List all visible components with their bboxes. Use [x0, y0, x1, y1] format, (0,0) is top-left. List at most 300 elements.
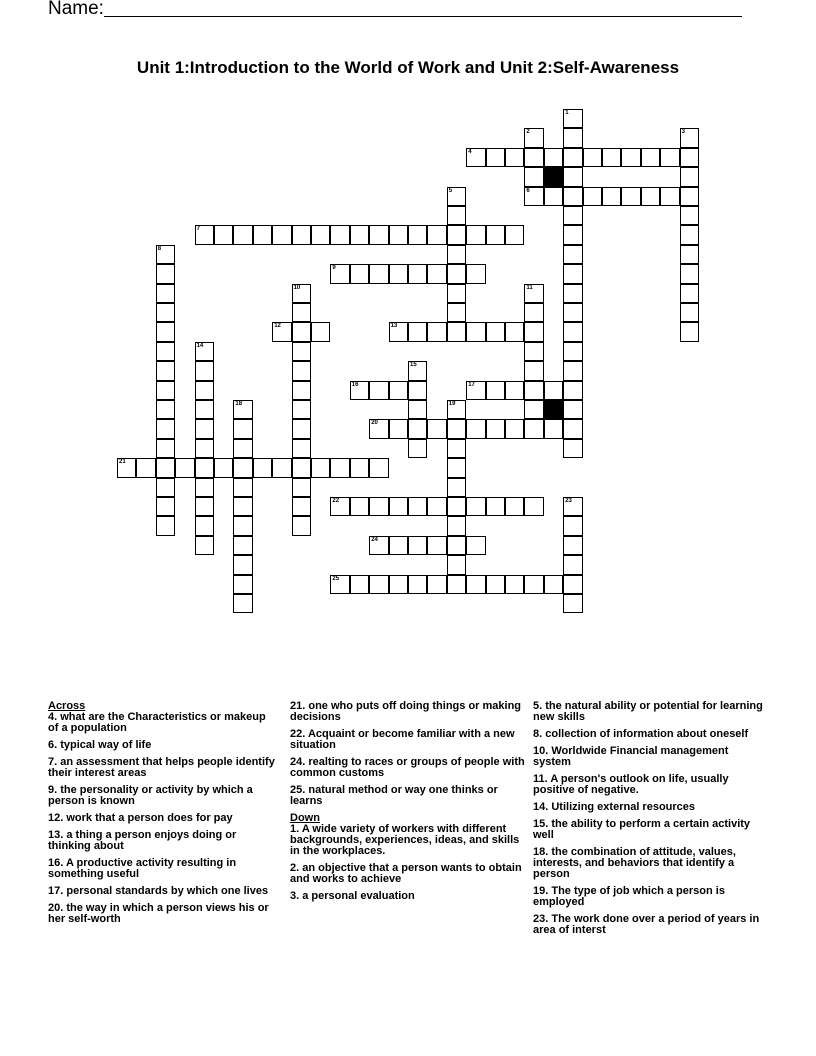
clue-number: 23	[565, 498, 572, 504]
across-heading: Across	[48, 700, 86, 712]
grid-cell[interactable]	[563, 225, 582, 244]
grid-cell[interactable]	[563, 206, 582, 225]
grid-cell[interactable]	[524, 322, 543, 341]
grid-cell[interactable]	[156, 245, 175, 264]
grid-cell[interactable]	[156, 361, 175, 380]
clue-number: 15	[410, 362, 417, 369]
clue-number: 11	[526, 284, 533, 291]
grid-cell[interactable]	[350, 381, 369, 400]
grid-cell[interactable]	[505, 575, 524, 594]
clue-item	[48, 903, 278, 925]
clue-number: 8	[157, 245, 162, 252]
grid-cell[interactable]	[505, 381, 524, 400]
clue-item	[48, 740, 278, 751]
grid-cell[interactable]	[486, 225, 505, 244]
grid-cell[interactable]	[680, 167, 699, 186]
grid-cell[interactable]	[486, 575, 505, 594]
clue-item-text: the way in which a person views his or her self-worth	[48, 902, 269, 925]
grid-cell[interactable]	[427, 575, 446, 594]
grid-cell[interactable]	[389, 322, 408, 341]
grid-cell[interactable]	[233, 400, 252, 419]
grid-cell[interactable]	[292, 478, 311, 497]
grid-cell[interactable]	[680, 128, 699, 147]
clue-item-text: a thing a person enjoys doing or thinking about	[48, 829, 237, 852]
grid-cell[interactable]	[292, 381, 311, 400]
clue-item	[48, 785, 278, 807]
grid-cell[interactable]	[524, 187, 543, 206]
clue-item	[290, 863, 526, 885]
clues-column-1	[48, 701, 278, 931]
clue-number: 9	[332, 265, 336, 272]
grid-cell[interactable]	[427, 225, 446, 244]
grid-cell[interactable]	[369, 225, 388, 244]
grid-cell[interactable]	[680, 322, 699, 341]
grid-cell[interactable]	[156, 322, 175, 341]
grid-cell[interactable]	[156, 497, 175, 516]
grid-cell[interactable]	[447, 322, 466, 341]
grid-cell[interactable]	[156, 419, 175, 438]
grid-cell[interactable]	[389, 419, 408, 438]
grid-cell[interactable]	[292, 400, 311, 419]
grid-cell[interactable]	[233, 516, 252, 535]
grid-cell[interactable]	[505, 225, 524, 244]
grid-cell[interactable]	[330, 225, 349, 244]
name-label: Name:	[48, 0, 104, 19]
grid-cell[interactable]	[486, 322, 505, 341]
down-heading: Down	[290, 812, 320, 824]
grid-cell[interactable]	[195, 516, 214, 535]
grid-cell[interactable]	[195, 497, 214, 516]
grid-cell[interactable]	[156, 478, 175, 497]
grid-cell[interactable]	[292, 342, 311, 361]
clue-item-text: A person's outlook on life, usually positive of negative.	[533, 773, 729, 796]
grid-cell[interactable]	[583, 187, 602, 206]
grid-cell[interactable]	[563, 361, 582, 380]
grid-cell[interactable]	[292, 516, 311, 535]
grid-cell[interactable]	[389, 381, 408, 400]
grid-cell[interactable]	[544, 419, 563, 438]
grid-cell[interactable]	[621, 148, 640, 167]
grid-cell[interactable]	[408, 381, 427, 400]
across-clue-list-continued	[290, 701, 526, 807]
grid-cell[interactable]	[447, 225, 466, 244]
clue-item-number: 5.	[533, 700, 543, 712]
grid-cell[interactable]	[389, 497, 408, 516]
grid-cell[interactable]	[524, 342, 543, 361]
grid-cell[interactable]	[369, 381, 388, 400]
clue-item	[48, 858, 278, 880]
grid-cell[interactable]	[680, 264, 699, 283]
grid-cell[interactable]	[524, 303, 543, 322]
grid-cell[interactable]	[447, 245, 466, 264]
grid-cell[interactable]	[563, 128, 582, 147]
clues-column-3	[533, 701, 768, 942]
grid-cell[interactable]	[195, 361, 214, 380]
grid-cell[interactable]	[136, 458, 155, 477]
grid-cell[interactable]	[466, 225, 485, 244]
grid-cell[interactable]	[214, 225, 233, 244]
grid-cell[interactable]	[563, 109, 582, 128]
clue-item	[290, 757, 526, 779]
grid-cell[interactable]	[408, 497, 427, 516]
down-clue-list-continued	[533, 701, 768, 936]
clue-number: 5	[448, 187, 453, 194]
grid-cell[interactable]	[369, 419, 388, 438]
clue-item-text: The type of job which a person is employed	[533, 885, 725, 908]
clue-item	[48, 830, 278, 852]
clue-item-text: A wide variety of workers with different backgrounds, experiences, ideas, and skills in the workplaces.	[290, 823, 520, 857]
grid-cell[interactable]	[272, 458, 291, 477]
grid-cell[interactable]	[447, 458, 466, 477]
grid-cell[interactable]	[156, 264, 175, 283]
grid-cell[interactable]	[563, 536, 582, 555]
grid-cell[interactable]	[563, 342, 582, 361]
clue-number: 13	[390, 323, 398, 330]
grid-cell[interactable]	[292, 225, 311, 244]
grid-cell[interactable]	[447, 575, 466, 594]
clue-item-text: an assessment that helps people identify their interest areas	[48, 756, 275, 779]
clue-item	[533, 847, 768, 880]
clue-item-number: 3.	[290, 890, 300, 902]
grid-cell[interactable]	[447, 264, 466, 283]
clue-item	[290, 891, 526, 902]
clue-number: 7	[196, 226, 200, 233]
grid-cell[interactable]	[466, 497, 485, 516]
grid-cell[interactable]	[156, 458, 175, 477]
grid-cell[interactable]	[563, 555, 582, 574]
clue-item	[48, 712, 278, 734]
clue-number: 25	[332, 575, 340, 582]
grid-cell[interactable]	[233, 497, 252, 516]
clue-item-number: 15.	[533, 818, 549, 830]
clue-item-number: 17.	[48, 885, 64, 897]
grid-cell[interactable]	[408, 322, 427, 341]
grid-cell[interactable]	[195, 536, 214, 555]
grid-cell[interactable]	[447, 419, 466, 438]
grid-cell[interactable]	[427, 322, 446, 341]
grid-cell[interactable]	[524, 419, 543, 438]
grid-cell[interactable]	[330, 497, 349, 516]
clues-column-2	[290, 701, 526, 908]
grid-cell[interactable]	[156, 342, 175, 361]
clue-item-text: A productive activity resulting in something useful	[48, 857, 237, 880]
clue-number: 16	[351, 381, 359, 388]
across-clue-list	[48, 712, 278, 925]
grid-cell[interactable]	[544, 187, 563, 206]
grid-cell[interactable]	[214, 458, 233, 477]
clue-number: 14	[196, 342, 204, 349]
grid-cell[interactable]	[233, 439, 252, 458]
grid-cell[interactable]	[292, 497, 311, 516]
grid-cell[interactable]	[563, 575, 582, 594]
grid-cell[interactable]	[563, 594, 582, 613]
grid-cell[interactable]	[427, 536, 446, 555]
grid-cell[interactable]	[427, 419, 446, 438]
grid-cell[interactable]	[680, 303, 699, 322]
grid-cell[interactable]	[641, 187, 660, 206]
grid-cell[interactable]	[195, 342, 214, 361]
grid-cell[interactable]	[408, 575, 427, 594]
grid-cell[interactable]	[447, 536, 466, 555]
grid-cell[interactable]	[447, 400, 466, 419]
down-clue-list	[290, 824, 526, 902]
grid-cell[interactable]	[563, 400, 582, 419]
grid-cell[interactable]	[330, 575, 349, 594]
grid-cell[interactable]	[389, 264, 408, 283]
grid-cell[interactable]	[233, 478, 252, 497]
clue-item-number: 22.	[290, 728, 306, 740]
clue-item-text: an objective that a person wants to obtain and works to achieve	[290, 862, 522, 885]
grid-cell[interactable]	[253, 458, 272, 477]
clue-item-text: the ability to perform a certain activity well	[533, 818, 751, 841]
grid-cell[interactable]	[563, 419, 582, 438]
clue-item-number: 2.	[290, 862, 300, 874]
grid-cell[interactable]	[233, 575, 252, 594]
clue-item-number: 18.	[533, 846, 549, 858]
grid-cell[interactable]	[602, 148, 621, 167]
grid-cell[interactable]	[233, 536, 252, 555]
clue-item-text: one who puts off doing things or making decisions	[290, 700, 522, 723]
grid-cell[interactable]	[330, 264, 349, 283]
grid-cell[interactable]	[563, 439, 582, 458]
grid-cell[interactable]	[466, 419, 485, 438]
grid-cell[interactable]	[466, 381, 485, 400]
grid-cell[interactable]	[350, 497, 369, 516]
grid-cell[interactable]	[544, 381, 563, 400]
grid-cell[interactable]	[233, 594, 252, 613]
grid-cell[interactable]	[544, 575, 563, 594]
grid-cell[interactable]	[156, 303, 175, 322]
grid-cell[interactable]	[563, 284, 582, 303]
clue-number: 2	[526, 129, 530, 136]
grid-cell[interactable]	[427, 264, 446, 283]
grid-cell[interactable]	[486, 419, 505, 438]
grid-cell[interactable]	[544, 148, 563, 167]
clue-item-text: realting to races or groups of people with common customs	[290, 756, 525, 779]
grid-cell[interactable]	[408, 400, 427, 419]
clue-number: 22	[332, 498, 340, 504]
grid-cell[interactable]	[563, 497, 582, 516]
grid-cell[interactable]	[389, 575, 408, 594]
grid-cell[interactable]	[156, 439, 175, 458]
grid-cell[interactable]	[447, 303, 466, 322]
grid-cell[interactable]	[350, 225, 369, 244]
grid-cell[interactable]	[466, 536, 485, 555]
grid-cell[interactable]	[563, 303, 582, 322]
clue-item-number: 1.	[290, 823, 300, 835]
grid-cell[interactable]	[563, 187, 582, 206]
grid-cell[interactable]	[621, 187, 640, 206]
grid-cell[interactable]	[195, 439, 214, 458]
grid-cell[interactable]	[408, 419, 427, 438]
grid-cell[interactable]	[253, 225, 272, 244]
grid-cell[interactable]	[389, 225, 408, 244]
grid-cell[interactable]	[369, 264, 388, 283]
clue-item-number: 21.	[290, 700, 306, 712]
grid-cell[interactable]	[292, 458, 311, 477]
grid-cell[interactable]	[524, 148, 543, 167]
clue-item-text: what are the Characteristics or makeup of a population	[48, 711, 266, 734]
clue-item-text: typical way of life	[60, 739, 152, 751]
grid-cell[interactable]	[447, 497, 466, 516]
clue-number: 24	[371, 536, 378, 543]
grid-cell[interactable]	[466, 264, 485, 283]
clue-item-number: 11.	[533, 773, 548, 785]
grid-cell[interactable]	[563, 322, 582, 341]
grid-cell[interactable]	[486, 497, 505, 516]
grid-cell[interactable]	[350, 575, 369, 594]
clue-number: 12	[274, 323, 281, 330]
grid-cell[interactable]	[680, 284, 699, 303]
clue-item	[533, 701, 768, 723]
grid-cell[interactable]	[272, 225, 291, 244]
grid-cell[interactable]	[524, 128, 543, 147]
grid-cell[interactable]	[680, 206, 699, 225]
grid-cell[interactable]	[505, 148, 524, 167]
grid-cell[interactable]	[195, 381, 214, 400]
grid-cell[interactable]	[292, 322, 311, 341]
grid-cell[interactable]	[311, 458, 330, 477]
grid-cell[interactable]	[505, 322, 524, 341]
grid-cell[interactable]	[369, 575, 388, 594]
grid-cell[interactable]	[447, 516, 466, 535]
clue-item	[533, 914, 768, 936]
clue-item-number: 9.	[48, 784, 58, 796]
grid-cell[interactable]	[583, 148, 602, 167]
grid-cell[interactable]	[408, 264, 427, 283]
grid-cell[interactable]	[505, 419, 524, 438]
clue-item	[48, 757, 278, 779]
clue-item-number: 13.	[48, 829, 64, 841]
grid-cell[interactable]	[486, 381, 505, 400]
grid-cell[interactable]	[311, 225, 330, 244]
grid-cell[interactable]	[408, 536, 427, 555]
grid-cell[interactable]	[447, 555, 466, 574]
clue-number: 10	[293, 284, 301, 291]
clue-item-number: 16.	[48, 857, 64, 869]
grid-cell[interactable]	[156, 381, 175, 400]
grid-cell[interactable]	[408, 225, 427, 244]
clue-number: 18	[235, 401, 243, 407]
grid-cell[interactable]	[195, 458, 214, 477]
grid-cell[interactable]	[292, 303, 311, 322]
grid-cell[interactable]	[680, 225, 699, 244]
page-title: Unit 1:Introduction to the World of Work and Unit 2:Self-Awareness	[136, 58, 680, 77]
grid-cell[interactable]	[680, 187, 699, 206]
grid-cell[interactable]	[680, 245, 699, 264]
grid-cell[interactable]	[175, 458, 194, 477]
grid-cell[interactable]	[524, 361, 543, 380]
grid-cell[interactable]	[233, 555, 252, 574]
grid-cell[interactable]	[524, 400, 543, 419]
grid-cell[interactable]	[389, 536, 408, 555]
grid-cell[interactable]	[524, 167, 543, 186]
clue-item-number: 24.	[290, 756, 306, 768]
grid-cell[interactable]	[292, 284, 311, 303]
grid-cell[interactable]	[505, 497, 524, 516]
clue-item-text: work that a person does for pay	[66, 812, 233, 824]
grid-cell[interactable]	[272, 322, 291, 341]
grid-cell[interactable]	[641, 148, 660, 167]
clue-item	[48, 886, 278, 897]
grid-cell[interactable]	[156, 400, 175, 419]
clue-item-text: Worldwide Financial management system	[533, 745, 729, 768]
black-cell	[544, 400, 563, 419]
grid-cell[interactable]	[524, 575, 543, 594]
clue-item	[533, 802, 768, 813]
grid-cell[interactable]	[408, 361, 427, 380]
grid-cell[interactable]	[447, 284, 466, 303]
grid-cell[interactable]	[195, 419, 214, 438]
grid-cell[interactable]	[117, 458, 136, 477]
grid-cell[interactable]	[486, 148, 505, 167]
clue-item-text: natural method or way one thinks or learns	[290, 784, 498, 807]
grid-cell[interactable]	[466, 575, 485, 594]
grid-cell[interactable]	[195, 478, 214, 497]
grid-cell[interactable]	[563, 381, 582, 400]
clue-item-number: 25.	[290, 784, 306, 796]
grid-cell[interactable]	[563, 264, 582, 283]
clue-item-number: 4.	[48, 711, 58, 723]
grid-cell[interactable]	[292, 439, 311, 458]
grid-cell[interactable]	[233, 419, 252, 438]
grid-cell[interactable]	[660, 187, 679, 206]
grid-cell[interactable]	[447, 187, 466, 206]
grid-cell[interactable]	[466, 148, 485, 167]
grid-cell[interactable]	[292, 419, 311, 438]
grid-cell[interactable]	[311, 322, 330, 341]
grid-cell[interactable]	[563, 167, 582, 186]
grid-cell[interactable]	[408, 439, 427, 458]
clue-item-number: 23.	[533, 913, 549, 925]
grid-cell[interactable]	[524, 381, 543, 400]
grid-cell[interactable]	[369, 536, 388, 555]
grid-cell[interactable]	[447, 206, 466, 225]
clue-number: 19	[448, 401, 456, 407]
grid-cell[interactable]	[195, 400, 214, 419]
grid-cell[interactable]	[233, 225, 252, 244]
grid-cell[interactable]	[447, 478, 466, 497]
grid-cell[interactable]	[447, 439, 466, 458]
grid-cell[interactable]	[233, 458, 252, 477]
grid-cell[interactable]	[330, 458, 349, 477]
grid-cell[interactable]	[660, 148, 679, 167]
grid-cell[interactable]	[563, 245, 582, 264]
grid-cell[interactable]	[369, 497, 388, 516]
clue-item-number: 7.	[48, 756, 58, 768]
grid-cell[interactable]	[350, 458, 369, 477]
grid-cell[interactable]	[563, 148, 582, 167]
grid-cell[interactable]	[563, 516, 582, 535]
clue-item	[48, 813, 278, 824]
grid-cell[interactable]	[524, 284, 543, 303]
grid-cell[interactable]	[466, 322, 485, 341]
grid-cell[interactable]	[524, 497, 543, 516]
grid-cell[interactable]	[156, 516, 175, 535]
black-cell	[544, 167, 563, 186]
clue-item-text: Utilizing external resources	[551, 801, 696, 813]
grid-cell[interactable]	[602, 187, 621, 206]
grid-cell[interactable]	[427, 497, 446, 516]
grid-cell[interactable]	[292, 361, 311, 380]
grid-cell[interactable]	[680, 148, 699, 167]
grid-cell[interactable]	[195, 225, 214, 244]
clue-item-number: 6.	[48, 739, 58, 751]
clue-item	[290, 824, 526, 857]
grid-cell[interactable]	[369, 458, 388, 477]
grid-cell[interactable]	[156, 284, 175, 303]
grid-cell[interactable]	[350, 264, 369, 283]
